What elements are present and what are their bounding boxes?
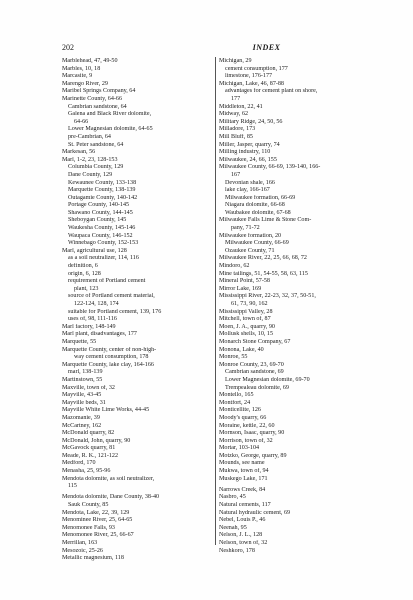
index-entry: Mesozoic, 25-26 [62, 547, 103, 554]
index-entry: Moen, J. A., quarry, 90 [219, 323, 275, 330]
index-entry: McGavock quarry, 81 [62, 445, 116, 452]
index-subentry: way cement consumption, 178 [74, 354, 149, 361]
index-subentry: Cambrian sandstone, 69 [225, 369, 284, 376]
index-subentry: Portage County, 140-145 [68, 202, 130, 209]
index-entry: Marl plant, disadvantages, 177 [62, 331, 137, 338]
index-entry: Mississippi River, 22-23, 32, 37, 50-51, [219, 293, 316, 300]
index-entry: Nasbro, 45 [219, 494, 246, 501]
index-subentry: Marquette County, 138-139 [68, 187, 136, 194]
index-entry: Menomonee River, 25, 66-67 [62, 532, 134, 539]
index-subentry: plant, 123 [74, 285, 99, 292]
index-entry: Monticellite, 126 [219, 407, 261, 414]
index-entry: Milwaukee formation, 20 [219, 232, 282, 239]
index-entry: Muskego Lake, 171 [219, 475, 268, 482]
index-entry: McDonald quarry, 82 [62, 430, 115, 437]
index-entry: Milwaukee, 24, 66, 155 [219, 156, 277, 163]
index-subentry: Kewaunee County, 133-138 [68, 179, 137, 186]
index-entry: Marl, agricultural use, 128 [62, 247, 127, 254]
index-subentry: 61, 73, 90, 162 [231, 301, 268, 307]
index-entry: Monarch Stone Company, 67 [219, 338, 291, 345]
index-subentry: Trempealeau dolomite, 69 [225, 384, 289, 391]
index-entry: Maribel Springs Company, 64 [62, 88, 136, 95]
index-entry: Mortar, 103-104 [219, 445, 260, 452]
index-subentry: lake clay, 166-167 [225, 187, 270, 194]
index-subentry: origin, 6, 128 [68, 270, 101, 277]
index-entry: Maxville, town of, 32 [62, 384, 115, 391]
index-entry: Menominee River, 25, 64-65 [62, 517, 133, 524]
index-entry: Nebel, Louis P., 46 [219, 517, 266, 524]
index-entry: Neshkoro, 178 [219, 547, 255, 554]
index-subentry: Sheboygan County, 145 [68, 217, 127, 224]
index-subentry: source of Portland cement material, [68, 293, 155, 300]
index-entry: Milling industry, 110 [219, 149, 271, 156]
index-entry: Marquette, 55 [62, 338, 97, 345]
index-column-right [219, 58, 369, 555]
index-entry: Mine tailings, 51, 54-55, 58, 63, 115 [219, 270, 308, 277]
index-entry: Michigan, Lake, 46, 87-88 [219, 80, 284, 87]
index-entry: Montfort, 24 [219, 399, 251, 406]
index-subentry: Shawano County, 144-145 [68, 209, 133, 216]
index-subentry: St. Peter sandstone, 64 [68, 141, 124, 148]
index-entry: Mendota dolomite, Dane County, 38-40 [62, 494, 160, 501]
index-entry: Mukwa, town of, 94 [219, 468, 269, 475]
index-subentry: requirement of Portland cement [68, 278, 146, 285]
index-entry: Midway, 62 [219, 111, 249, 118]
index-entry: Merrillan, 163 [62, 539, 98, 546]
index-entry: Monroe, 55 [219, 354, 248, 361]
index-entry: Marengo River, 29 [62, 80, 108, 87]
index-entry: Marl, 1-2, 23, 128-153 [62, 156, 118, 163]
index-entry: Mill Bluff, 85 [219, 133, 253, 140]
index-subentry: Dane County, 129 [68, 171, 113, 178]
index-entry: Marquette County, lake clay, 164-166 [62, 361, 154, 368]
index-entry: Mitchell, town of, 87 [219, 316, 271, 323]
index-entry: Mendota dolomite, as soil neutralizer, [62, 475, 155, 482]
index-entry: Metallic magnesium, 118 [62, 555, 124, 562]
index-entry: Marquette County, center of non-high- [62, 346, 157, 353]
index-subentry: Winnebago County, 152-153 [68, 240, 139, 247]
index-entry: Milwaukee Falls Lime & Stone Com- [219, 217, 312, 224]
index-subentry: Columbia County, 129 [68, 164, 124, 171]
index-entry: Mazomanie, 39 [62, 414, 100, 421]
page-title: INDEX [252, 43, 281, 52]
index-subentry: suitable for Portland cement, 139, 176 [68, 308, 162, 315]
index-subentry: cement consumption, 177 [225, 65, 288, 72]
index-column-left [62, 58, 212, 563]
index-entry: Natural hydraulic cement, 69 [219, 509, 291, 516]
index-subentry: uses of, 98, 111-116 [68, 316, 117, 323]
index-entry: Mollusk shells, 10, 15 [219, 331, 274, 338]
index-entry: Markesan, 56 [62, 149, 96, 156]
index-entry: Montello, 165 [219, 392, 254, 399]
index-entry: Marcasite, 9 [62, 73, 93, 80]
index-subentry: marl, 138-139 [68, 369, 103, 376]
index-subentry: Waukesha County, 145-146 [68, 225, 136, 232]
index-subentry: Ozaukee County, 71 [225, 247, 275, 254]
index-entry: McCartney, 162 [62, 422, 102, 429]
index-entry: Mineral Point, 57-58 [219, 278, 270, 285]
index-subentry: Waupaca County, 146-152 [68, 232, 133, 239]
index-entry: McDonald, John, quarry, 90 [62, 437, 131, 444]
index-entry: Mirror Lake, 169 [219, 285, 262, 292]
index-entry: Menomonee Falls, 93 [62, 524, 115, 531]
index-entry: Narrows Creek, 84 [219, 486, 266, 493]
index-entry: Marinette County, 64-66 [62, 95, 123, 102]
index-entry: Marbles, 10, 18 [62, 65, 101, 72]
index-subentry: Lower Magnesian dolomite, 64-65 [68, 126, 153, 133]
index-entry: Mindoro, 62 [219, 263, 250, 270]
index-entry: Martinstown, 55 [62, 376, 103, 383]
index-entry: Motzko, George, quarry, 89 [219, 452, 287, 459]
index-entry: Marl factory, 148-149 [62, 323, 116, 330]
index-entry: Middleton, 22, 41 [219, 103, 263, 110]
index-entry: Mayville White Lime Works, 44-45 [62, 407, 150, 414]
index-subentry: limestone, 176-177 [225, 73, 273, 80]
column-divider [215, 57, 216, 545]
index-entry: Milwaukee River, 22, 25, 66, 68, 72 [219, 255, 307, 262]
index-subentry: Devonian shale, 166 [225, 179, 275, 186]
index-entry: Moody's quarry, 66 [219, 414, 267, 421]
index-entry: Monroe County, 23, 69-70 [219, 361, 284, 368]
index-entry: Neenah, 95 [219, 524, 247, 531]
index-subentry: Cambrian sandstone, 64 [68, 103, 127, 110]
index-entry: Mayville beds, 31 [62, 399, 106, 406]
index-entry: Mornson, Isaac, quarry, 90 [219, 430, 285, 437]
index-subentry: 115 [68, 483, 77, 490]
index-subentry: Outagamie County, 140-142 [68, 194, 138, 201]
index-entry: Medford, 170 [62, 460, 96, 467]
index-entry: Mounds, see name [219, 460, 265, 467]
index-subentry: Lower Magnesian dolomite, 69-70 [225, 376, 310, 383]
index-subentry: definition, 6 [68, 263, 98, 270]
index-subentry: pre-Cambrian, 64 [68, 133, 111, 140]
index-subentry: 122-124, 128, 174 [74, 301, 119, 307]
index-subentry: Niagara dolomite, 66-68 [225, 202, 285, 209]
index-subentry: 167 [231, 171, 241, 178]
index-subentry: Galena and Black River dolomite, [68, 111, 152, 118]
page-number: 202 [62, 43, 74, 52]
index-entry: Menasha, 25, 95-96 [62, 468, 111, 475]
index-entry: Michigan, 29 [219, 58, 252, 64]
index-entry: Nelson, J. L., 128 [219, 532, 263, 539]
index-entry: Marblehead, 47, 49-50 [62, 58, 118, 64]
index-entry: Military Ridge, 24, 50, 56 [219, 118, 283, 125]
index-subentry: as a soil neutralizer, 114, 116 [68, 255, 139, 262]
index-subentry: advantages for cement plant on shore, [225, 88, 318, 95]
index-subentry: 64-66 [74, 118, 89, 125]
index-entry: Meade, R. K., 121-122 [62, 452, 119, 459]
index-entry: Moraine, kettle, 22, 60 [219, 422, 275, 429]
index-entry: Natural cements, 117 [219, 501, 271, 508]
index-entry: Mississippi Valley, 28 [219, 308, 273, 315]
index-entry: Milwaukee County, 66-69, 139-140, 166- [219, 164, 321, 171]
index-entry: Nelson, town of, 32 [219, 539, 268, 546]
index-entry: Mayville, 43-45 [62, 392, 102, 399]
index-entry: Morrison, town of, 32 [219, 437, 273, 444]
index-entry: Miller, Jasper, quarry, 74 [219, 141, 280, 148]
index-subentry: Waubakee dolomite, 67-68 [225, 209, 291, 216]
index-subentry: Milwaukee County, 66-69 [225, 240, 289, 247]
index-entry: Mendota, Lake, 22, 39, 129 [62, 509, 130, 516]
index-entry: Monona, Lake, 40 [219, 346, 264, 353]
index-subentry: pany, 71-72 [231, 225, 260, 232]
index-subentry: Sauk County, 85 [68, 501, 109, 508]
index-subentry: Milwaukee formation, 66-69 [225, 194, 296, 201]
index-subentry: 177 [231, 95, 241, 102]
index-entry: Milladore, 173 [219, 126, 256, 133]
